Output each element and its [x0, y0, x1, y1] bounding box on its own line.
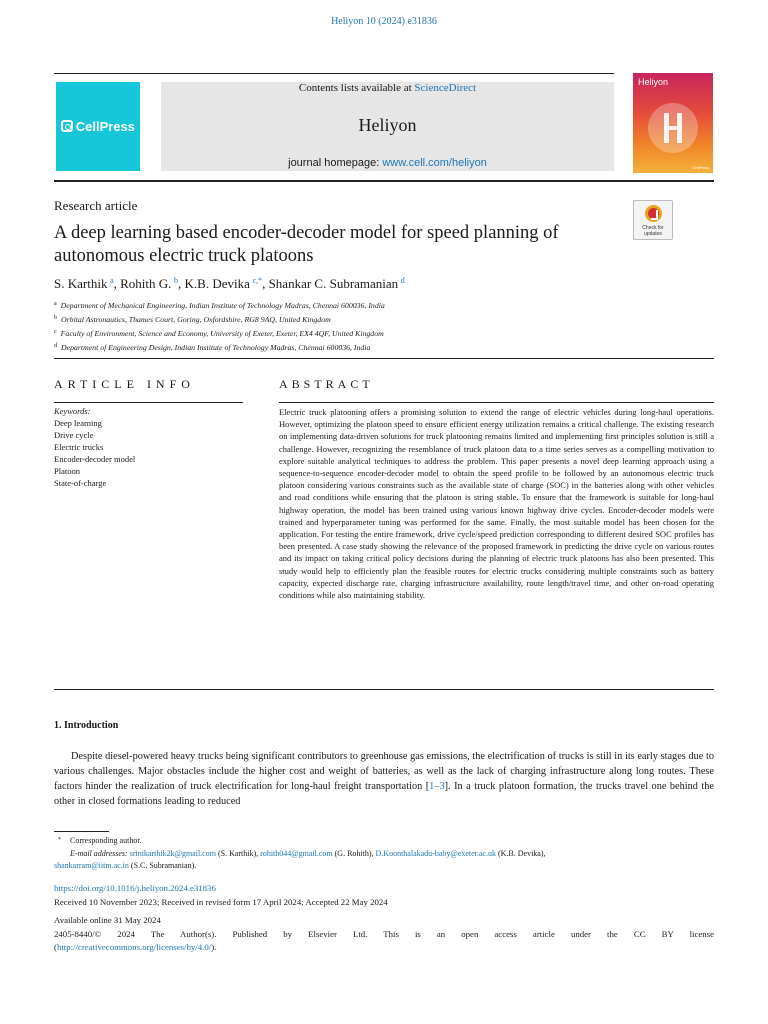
email-owner: (S.C. Subramanian). — [128, 861, 197, 870]
affiliation-row — [54, 298, 714, 312]
affiliation-text: Department of Mechanical Engineering, Indian Institute of Technology Madras, Chennai 600036, India — [60, 301, 385, 310]
abstract-heading: ABSTRACT — [279, 377, 374, 391]
reference-link[interactable]: 1–3 — [429, 781, 445, 792]
keyword-item: State-of-charge — [54, 478, 107, 488]
email-owner: (G. Rohith), — [332, 848, 376, 858]
email-link[interactable]: D.Koonthalakadu-baby@exeter.ac.uk — [375, 848, 496, 858]
keyword-item: Platoon — [54, 466, 80, 476]
license-paren-close: ). — [211, 941, 217, 952]
abstract-end-rule — [54, 689, 714, 690]
check-updates-icon — [645, 205, 662, 222]
affiliation-mark: a — [54, 301, 57, 307]
cellpress-logo — [56, 82, 140, 171]
email-addresses-cont — [54, 860, 714, 873]
journal-homepage-link[interactable]: www.cell.com/heliyon — [382, 157, 487, 169]
cellpress-icon — [61, 120, 73, 132]
doi-link[interactable]: https://doi.org/10.1016/j.heliyon.2024.e31836 — [54, 883, 216, 893]
contents-prefix: Contents lists available at — [298, 82, 415, 94]
introduction-paragraph — [54, 749, 714, 809]
license-link-line — [54, 941, 714, 954]
author-affil-mark[interactable]: c,* — [252, 276, 263, 285]
license-note — [54, 928, 714, 953]
email-addresses — [54, 848, 714, 861]
author-name: Shankar C. Subramanian — [268, 276, 399, 291]
affiliation-text: Faculty of Environment, Science and Economy, University of Exeter, Exeter, EX4 4QF, United Kingdom — [60, 329, 384, 338]
affiliation-row — [54, 312, 714, 326]
keywords-label: Keywords: — [54, 406, 91, 416]
intro-text: Despite diesel-powered heavy trucks being significant contributors to greenhouse gas emissions, the electrification of trucks is still in its early stages due to various challenges. Major obstacles include the higher cost and weight of batteries, as well as the lack of charging infrastructure along long routes. These factors hinder the realization of truck electrification for long-haul freight transportation [ — [54, 751, 714, 792]
check-for-updates-button[interactable] — [633, 200, 673, 240]
article-info-heading: ARTICLE INFO — [54, 377, 195, 391]
footnote-rule — [54, 831, 109, 832]
keyword-item: Deep learning — [54, 418, 102, 428]
paper-title: A deep learning based encoder-decoder model for speed planning of autonomous electric truck platoons — [54, 223, 559, 266]
author-list: S. Karthik $^a$, Rohith G. $^b$, K.B. Devika $^{c,*}$, Shankar C. Subramanian $^d$ — [54, 276, 405, 291]
keywords-block — [54, 405, 243, 489]
affiliation-mark: b — [54, 315, 57, 321]
article-info-rule — [54, 402, 243, 403]
affiliation-mark: d — [54, 343, 57, 349]
author-name: K.B. Devika — [184, 276, 250, 291]
cellpress-wordmark — [61, 118, 135, 134]
keyword-item: Drive cycle — [54, 430, 94, 440]
cellpress-label: CellPress — [75, 118, 135, 134]
homepage-prefix: journal homepage: — [288, 157, 383, 169]
author-name: S. Karthik — [54, 276, 108, 291]
author-name: Rohith G. — [120, 276, 172, 291]
affiliation-row — [54, 326, 714, 340]
abstract-text: Electric truck platooning offers a promising solution to extend the range of electric vehicles during long-haul operations. However, optimizing the platoon speed to ensure efficient energy utilization remains a critical challenge. The existing research on implementing data-driven solutions for truck platooning remains limited and implementing first principles solution is still a challenge. However, recognizing the resemblance of truck platoon data to a time series serves as a compelling motivation to explore suitable analytical techniques to address the problem. This paper presents a novel deep learning approach using a sequence-to-sequence encoder-decoder model to obtain the speed profile to be followed by an autonomous electric truck platoon considering various constraints such as the available state of charge (SOC) in the batteries along with other vehicles and road conditions while ensuring that the platoon is string stable. To ensure that the framework is suitable for long-haul highway operation, the model has been trained using various known highway drive cycles. Encoder-decoder models were trained and hyperparameter tuning was performed for the same. Finally, the most suitable model has been chosen for the application. For testing the entire framework, drive cycle/speed prediction corresponding to different desired SOC profiles has been presented. A case study showing the relevance of the proposed framework in predicting the drive cycle on various routes and its impact on taking critical policy decisions during the planning of electric truck platoons has also been presented. This study would help to efficiently plan the feasible routes for electric trucks considering multiple constraints such as battery capacity, expected discharge rate, charging infrastructure availability, route length/travel time, and other on-road operating conditions while also maintaining stability. — [279, 407, 714, 601]
author-affil-mark[interactable]: d — [400, 276, 405, 285]
email-link[interactable]: srinikarthik2k@gmail.com — [129, 848, 216, 858]
sciencedirect-link[interactable]: ScienceDirect — [414, 82, 477, 94]
cover-footer: CellPress — [691, 165, 709, 170]
journal-header-box — [161, 82, 614, 171]
header-top-rule — [54, 73, 614, 74]
license-link[interactable]: http://creativecommons.org/licenses/by/4.0/ — [56, 941, 212, 952]
license-paren-open: ( — [54, 941, 57, 952]
available-online: Available online 31 May 2024 — [54, 915, 161, 925]
email-owner: (K.B. Devika), — [495, 848, 546, 858]
email-label: E-mail addresses: — [70, 848, 128, 858]
affiliation-rule — [54, 358, 714, 359]
footnotes — [54, 834, 714, 873]
keyword-item: Electric trucks — [54, 442, 104, 452]
journal-homepage-line — [161, 157, 614, 169]
journal-name: Heliyon — [358, 115, 417, 135]
header-bottom-rule — [54, 180, 714, 182]
email-link[interactable]: rohith044@gmail.com — [260, 848, 333, 858]
author-affil-mark[interactable]: a — [110, 276, 114, 285]
email-link[interactable]: shankarram@iitm.ac.in — [54, 861, 129, 870]
check-updates-label: Check for updates — [642, 225, 664, 237]
section-heading-introduction: 1. Introduction — [54, 720, 119, 731]
license-line: 2405-8440/© 2024 The Author(s). Published by Elsevier Ltd. This is an open access article under the CC BY license — [54, 929, 714, 939]
affiliation-mark: c — [54, 329, 57, 335]
intro-text: ]. In a truck platoon formation, the trucks travel one behind the other in closed formations leading to reduced — [54, 781, 714, 807]
article-type: Research article — [54, 198, 138, 213]
contents-available-line — [161, 82, 614, 94]
cover-h-letter-icon — [664, 113, 682, 143]
affiliation-row — [54, 340, 714, 354]
footnote-star: * — [58, 837, 61, 843]
affiliation-text: Department of Engineering Design, Indian Institute of Technology Madras, Chennai 600036, India — [61, 343, 371, 352]
keyword-item: Encoder-decoder model — [54, 454, 136, 464]
abstract-rule — [279, 402, 714, 403]
email-owner: (S. Karthik), — [215, 848, 261, 858]
affiliation-text: Orbital Astronautics, Thames Court, Goring, Oxfordshire, RG8 9AQ, United Kingdom — [61, 315, 331, 324]
affiliation-list — [54, 298, 714, 354]
cover-title: Heliyon — [638, 77, 669, 87]
author-affil-mark[interactable]: b — [174, 276, 179, 285]
corresponding-label: Corresponding author. — [70, 836, 142, 845]
corresponding-author-note — [54, 834, 714, 848]
journal-cover-image — [633, 73, 713, 173]
received-dates: Received 10 November 2023; Received in revised form 17 April 2024; Accepted 22 May 2024 — [54, 897, 388, 907]
journal-citation[interactable]: Heliyon 10 (2024) e31836 — [331, 16, 437, 27]
